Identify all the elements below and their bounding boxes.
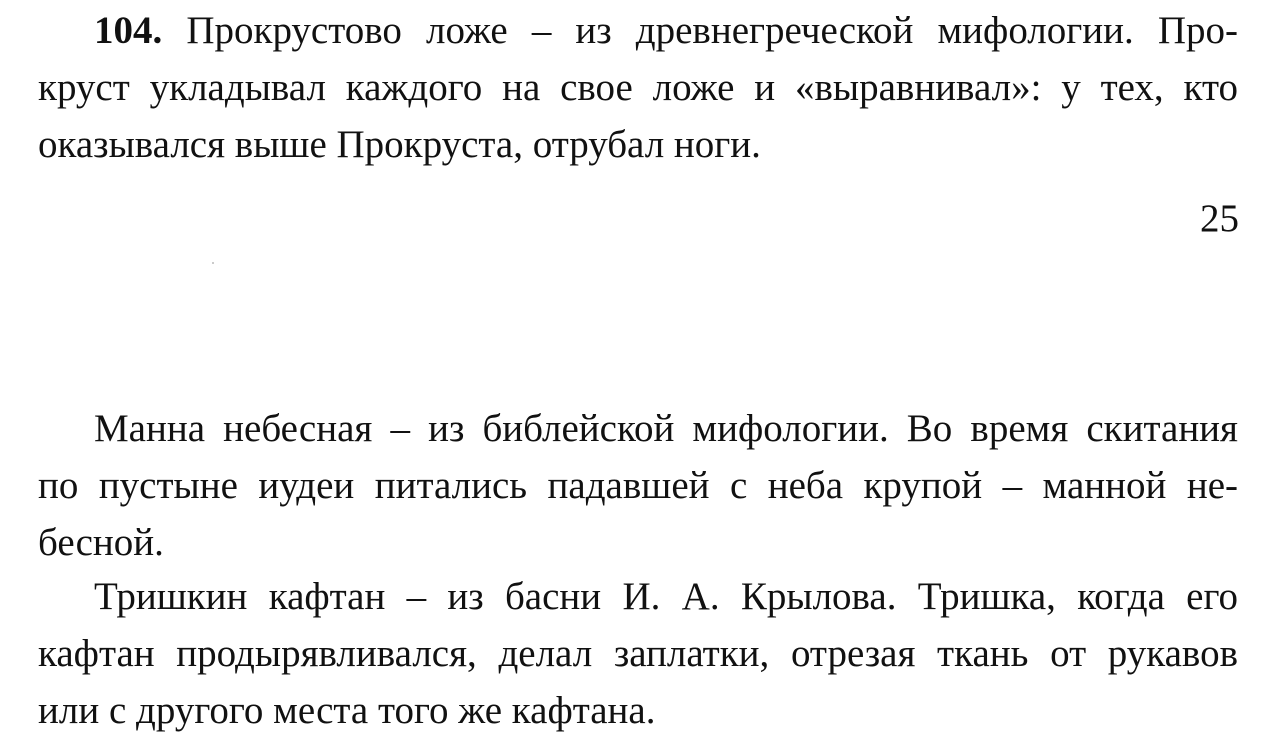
trishka-line-3: или с другого места того же кафтана. (38, 689, 656, 732)
entry-104-line-2: круст укладывал каждого на свое ложе и «выравнивал»: у тех, кто (38, 66, 1238, 109)
entry-104-line-3: оказывался выше Прокруста, отрубал ноги. (38, 123, 761, 166)
trishka-line-2: кафтан продырявливался, делал заплатки, отрезая ткань от рукавов (38, 632, 1238, 675)
manna-line-2: по пустыне иудеи питались падавшей с неба крупой – манной не- (38, 464, 1238, 507)
trishka-paragraph (38, 568, 1238, 739)
entry-104-line-1 (38, 2, 1238, 59)
entry-number: 104. (94, 9, 163, 52)
scan-speck (212, 262, 214, 264)
page-number: 25 (1200, 197, 1239, 240)
manna-line-3: бесной. (38, 521, 164, 564)
manna-line-1: Манна небесная – из библейской мифологии. Во время скитания (94, 407, 1238, 450)
entry-104-paragraph (38, 2, 1238, 173)
entry-104-line-1-text: Прокрустово ложе – из древнегреческой мифологии. Про- (162, 9, 1238, 52)
manna-paragraph (38, 400, 1238, 571)
trishka-line-1: Тришкин кафтан – из басни И. А. Крылова. Тришка, когда его (94, 575, 1238, 618)
